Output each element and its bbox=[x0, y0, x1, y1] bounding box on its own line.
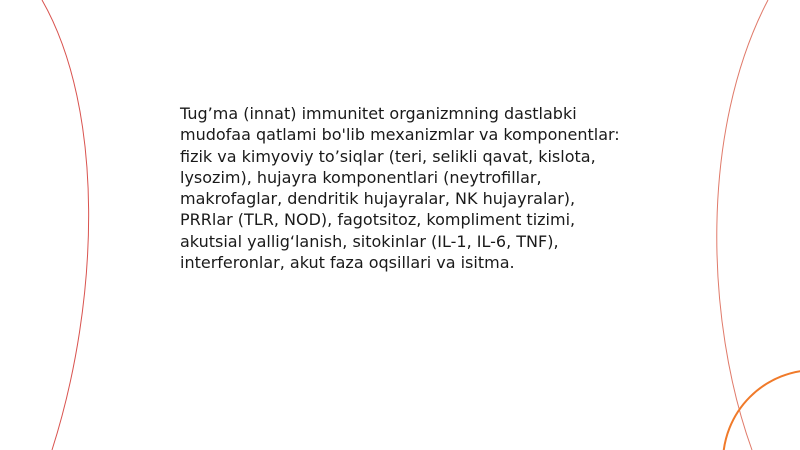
right-arc-line bbox=[717, 0, 768, 450]
left-arc-line bbox=[42, 0, 89, 450]
orange-circle-outline bbox=[723, 370, 800, 450]
body-paragraph: Tug’ma (innat) immunitet organizmning dastlabki mudofaa qatlami bo'lib mexanizmlar va komponentlar: fizik va kimyoviy to’siqlar (teri, selikli qavat, kislota, lysozim), hujayra komponentlari (neytrofillar, makrofaglar, dendritik hujayralar, NK hujayralar), PRRlar (TLR, NOD), fagotsitoz, kompliment tizimi, akutsial yallig‘lanish, sitokinlar (IL-1, IL-6, TNF), interferonlar, akut faza oqsillari va isitma. bbox=[180, 104, 620, 273]
